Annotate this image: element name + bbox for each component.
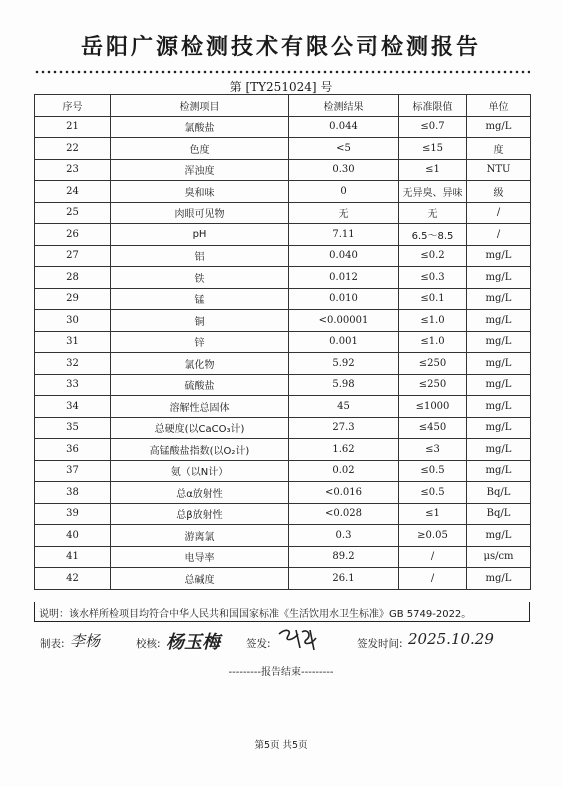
- cell-item: 游离氯: [111, 525, 289, 547]
- cell-item: 总α放射性: [111, 482, 289, 504]
- cell-result: <0.028: [289, 503, 399, 525]
- table-row: [35, 245, 531, 267]
- table-row: [35, 396, 531, 418]
- column-header-unit: 单位: [467, 95, 531, 117]
- table-row: [35, 224, 531, 246]
- issued-label: 签发:: [246, 638, 271, 650]
- table-row: [35, 202, 531, 224]
- cell-item: 浑浊度: [111, 159, 289, 181]
- table-row: [35, 159, 531, 181]
- cell-result: 89.2: [289, 546, 399, 568]
- cell-unit: 度: [467, 138, 531, 160]
- cell-item: 电导率: [111, 546, 289, 568]
- table-row: [35, 116, 531, 138]
- cell-no: 40: [35, 525, 111, 547]
- cell-unit: mg/L: [467, 353, 531, 375]
- cell-no: 27: [35, 245, 111, 267]
- table-row: [35, 353, 531, 375]
- table-row: [35, 374, 531, 396]
- cell-result: 5.98: [289, 374, 399, 396]
- test-results-table: [34, 94, 531, 590]
- cell-no: 42: [35, 568, 111, 590]
- cell-item: 肉眼可见物: [111, 202, 289, 224]
- cell-result: <5: [289, 138, 399, 160]
- table-row: [35, 310, 531, 332]
- cell-limit: ≥0.05: [399, 525, 467, 547]
- table-row: [35, 460, 531, 482]
- table-row: [35, 181, 531, 203]
- table-row: [35, 482, 531, 504]
- cell-limit: /: [399, 568, 467, 590]
- cell-limit: ≤1000: [399, 396, 467, 418]
- cell-result: 0.30: [289, 159, 399, 181]
- cell-result: <0.00001: [289, 310, 399, 332]
- issue-time-label: 签发时间:: [357, 638, 403, 650]
- cell-no: 21: [35, 116, 111, 138]
- cell-no: 22: [35, 138, 111, 160]
- cell-unit: mg/L: [467, 396, 531, 418]
- cell-unit: mg/L: [467, 310, 531, 332]
- cell-limit: ≤0.1: [399, 288, 467, 310]
- cell-item: 溶解性总固体: [111, 396, 289, 418]
- cell-limit: /: [399, 546, 467, 568]
- cell-unit: 级: [467, 181, 531, 203]
- cell-item: pH: [111, 224, 289, 246]
- cell-unit: mg/L: [467, 245, 531, 267]
- cell-limit: ≤0.5: [399, 460, 467, 482]
- cell-limit: ≤0.7: [399, 116, 467, 138]
- report-number: 第 [TY251024] 号: [229, 80, 333, 94]
- cell-limit: ≤0.2: [399, 245, 467, 267]
- cell-no: 30: [35, 310, 111, 332]
- report-title: 岳阳广源检测技术有限公司检测报告: [80, 35, 481, 60]
- cell-no: 29: [35, 288, 111, 310]
- cell-result: 0.001: [289, 331, 399, 353]
- column-header-limit: 标准限值: [399, 95, 467, 117]
- cell-item: 总硬度(以CaCO₃计): [111, 417, 289, 439]
- cell-limit: ≤0.5: [399, 482, 467, 504]
- cell-no: 37: [35, 460, 111, 482]
- table-header-row: [35, 95, 531, 117]
- cell-result: 0: [289, 181, 399, 203]
- cell-result: 26.1: [289, 568, 399, 590]
- page-number: 第5页 共5页: [254, 740, 308, 751]
- cell-limit: ≤3: [399, 439, 467, 461]
- cell-limit: ≤450: [399, 417, 467, 439]
- cell-result: 无: [289, 202, 399, 224]
- cell-result: 7.11: [289, 224, 399, 246]
- cell-unit: Bq/L: [467, 482, 531, 504]
- cell-result: 1.62: [289, 439, 399, 461]
- table-row: [35, 568, 531, 590]
- cell-no: 24: [35, 181, 111, 203]
- cell-no: 25: [35, 202, 111, 224]
- table-row: [35, 439, 531, 461]
- cell-limit: ≤1: [399, 159, 467, 181]
- cell-unit: mg/L: [467, 288, 531, 310]
- cell-result: 0.012: [289, 267, 399, 289]
- cell-no: 23: [35, 159, 111, 181]
- cell-item: 锰: [111, 288, 289, 310]
- column-header-result: 检测结果: [289, 95, 399, 117]
- cell-item: 臭和味: [111, 181, 289, 203]
- title-dotted-divider: [34, 70, 530, 74]
- cell-result: 5.92: [289, 353, 399, 375]
- cell-limit: ≤0.3: [399, 267, 467, 289]
- cell-item: 氯化物: [111, 353, 289, 375]
- cell-item: 锌: [111, 331, 289, 353]
- cell-result: 0.044: [289, 116, 399, 138]
- cell-unit: mg/L: [467, 374, 531, 396]
- cell-no: 28: [35, 267, 111, 289]
- cell-limit: ≤15: [399, 138, 467, 160]
- cell-unit: mg/L: [467, 417, 531, 439]
- cell-unit: mg/L: [467, 525, 531, 547]
- checked-signature: 杨玉梅: [166, 632, 220, 653]
- cell-limit: ≤1: [399, 503, 467, 525]
- cell-item: 硫酸盐: [111, 374, 289, 396]
- cell-no: 33: [35, 374, 111, 396]
- cell-limit: ≤1.0: [399, 331, 467, 353]
- table-row: [35, 267, 531, 289]
- conformity-note: 说明：该水样所检项目均符合中华人民共和国国家标准《生活饮用水卫生标准》GB 5749-2022。: [34, 602, 530, 622]
- cell-no: 26: [35, 224, 111, 246]
- issuer-signature-scribble: [276, 626, 322, 652]
- cell-result: 27.3: [289, 417, 399, 439]
- table-row: [35, 331, 531, 353]
- cell-item: 总β放射性: [111, 503, 289, 525]
- cell-no: 38: [35, 482, 111, 504]
- cell-no: 35: [35, 417, 111, 439]
- cell-no: 34: [35, 396, 111, 418]
- report-end-marker: ---------报告结束---------: [228, 667, 334, 678]
- table-row: [35, 525, 531, 547]
- cell-result: 0.3: [289, 525, 399, 547]
- cell-result: <0.016: [289, 482, 399, 504]
- cell-limit: 6.5～8.5: [399, 224, 467, 246]
- cell-unit: μs/cm: [467, 546, 531, 568]
- cell-no: 31: [35, 331, 111, 353]
- cell-no: 36: [35, 439, 111, 461]
- cell-unit: mg/L: [467, 116, 531, 138]
- cell-unit: mg/L: [467, 568, 531, 590]
- table-row: [35, 417, 531, 439]
- cell-item: 铜: [111, 310, 289, 332]
- cell-no: 32: [35, 353, 111, 375]
- cell-result: 0.02: [289, 460, 399, 482]
- table-row: [35, 503, 531, 525]
- cell-unit: NTU: [467, 159, 531, 181]
- cell-unit: mg/L: [467, 267, 531, 289]
- column-header-item: 检测项目: [111, 95, 289, 117]
- column-header-no: 序号: [35, 95, 111, 117]
- cell-item: 铝: [111, 245, 289, 267]
- cell-no: 41: [35, 546, 111, 568]
- cell-limit: ≤1.0: [399, 310, 467, 332]
- cell-item: 总碱度: [111, 568, 289, 590]
- cell-result: 45: [289, 396, 399, 418]
- cell-item: 氯酸盐: [111, 116, 289, 138]
- cell-limit: 无: [399, 202, 467, 224]
- cell-limit: ≤250: [399, 353, 467, 375]
- checked-label: 校核:: [136, 638, 161, 650]
- cell-unit: /: [467, 202, 531, 224]
- prepared-signature: 李杨: [70, 632, 101, 650]
- cell-unit: mg/L: [467, 439, 531, 461]
- prepared-label: 制表:: [40, 638, 65, 650]
- table-row: [35, 138, 531, 160]
- cell-unit: mg/L: [467, 460, 531, 482]
- cell-unit: Bq/L: [467, 503, 531, 525]
- cell-item: 氨（以N计）: [111, 460, 289, 482]
- cell-no: 39: [35, 503, 111, 525]
- cell-result: 0.040: [289, 245, 399, 267]
- issue-date: 2025.10.29: [408, 630, 494, 648]
- cell-limit: ≤250: [399, 374, 467, 396]
- cell-item: 高锰酸盐指数(以O₂计): [111, 439, 289, 461]
- cell-result: 0.010: [289, 288, 399, 310]
- table-row: [35, 546, 531, 568]
- cell-limit: 无异臭、异味: [399, 181, 467, 203]
- cell-item: 色度: [111, 138, 289, 160]
- cell-unit: /: [467, 224, 531, 246]
- table-body: [35, 116, 531, 589]
- cell-unit: mg/L: [467, 331, 531, 353]
- cell-item: 铁: [111, 267, 289, 289]
- table-row: [35, 288, 531, 310]
